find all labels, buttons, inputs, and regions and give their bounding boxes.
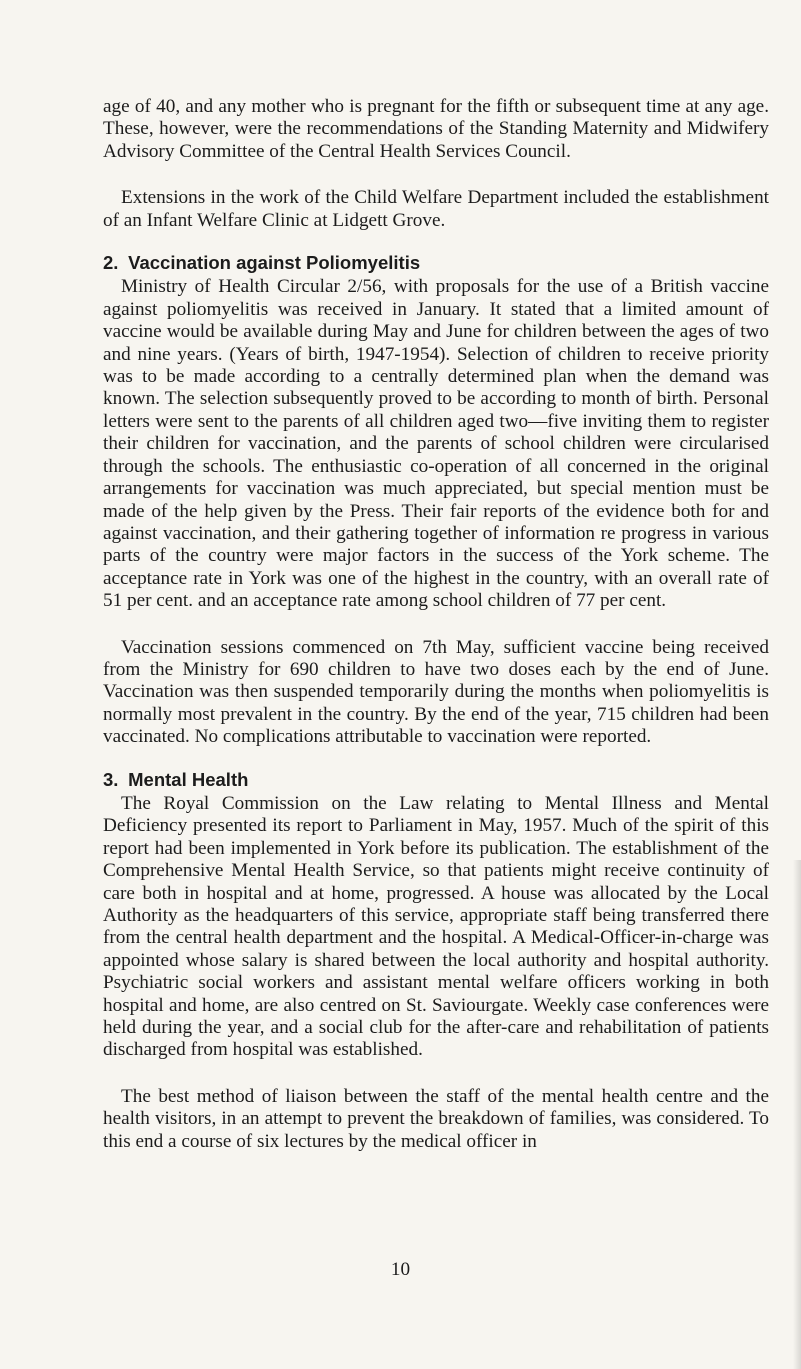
page-content [103, 96, 769, 1153]
intro-paragraph-1: age of 40, and any mother who is pregnant for the fifth or subsequent time at any age. These, however, were the recommendations of the Standing Maternity and Midwifery Advisory Committee of the Central Health Services Council. [103, 96, 769, 162]
page-number: 10 [390, 1259, 411, 1280]
section-number: 3. [103, 768, 119, 790]
mental-health-paragraph-2: The best method of liaison between the staff of the mental health centre and the health visitors, in an attempt to prevent the breakdown of families, was considered. To this end a course of six lectures by the medical officer in [103, 1085, 769, 1152]
section-title: Vaccination against Poliomyelitis [128, 252, 421, 274]
section-title: Mental Health [128, 768, 249, 790]
section-heading-mental-health [103, 769, 769, 791]
section-heading-vaccination [103, 252, 769, 274]
mental-health-paragraph-1: The Royal Commission on the Law relating to Mental Illness and Mental Deficiency presented its report to Parliament in May, 1957. Much of the spirit of this report had been implemented in York before its publication. The establishment of the Comprehensive Mental Health Service, so that patients might receive continuity of care both in hospital and at home, progressed. A house was allocated by the Local Authority as the headquarters of this service, appropriate staff being transferred there from the central health department and the hospital. A Medical-Officer-in-charge was appointed whose salary is shared between the local authority and hospital authority. Psychiatric social workers and assistant mental welfare officers working in both hospital and home, are also centred on St. Saviourgate. Weekly case conferences were held during the year, and a social club for the after-care and rehabilitation of patients discharged from hospital was established. [103, 792, 769, 1061]
vaccination-paragraph-2: Vaccination sessions commenced on 7th May, sufficient vaccine being received from the Ministry for 690 children to have two doses each by the end of June. Vaccination was then suspended temporarily during the months when poliomyelitis is normally most prevalent in the country. By the end of the year, 715 children had been vaccinated. No complications attributable to vaccination were reported. [103, 636, 769, 748]
section-number: 2. [103, 252, 119, 274]
intro-paragraph-2: Extensions in the work of the Child Welfare Department included the establishment of an Infant Welfare Clinic at Lidgett Grove. [103, 187, 769, 231]
page-edge-shadow [793, 860, 801, 1369]
vaccination-paragraph-1: Ministry of Health Circular 2/56, with proposals for the use of a British vaccine against poliomyelitis was received in January. It stated that a limited amount of vaccine would be available during May and June for children between the ages of two and nine years. (Years of birth, 1947-1954). Selection of children to receive priority was to be made according to a centrally determined plan when the demand was known. The selection subsequently proved to be according to month of birth. Personal letters were sent to the parents of all children aged two—five inviting them to register their children for vaccination, and the parents of school children were circularised through the schools. The enthusiastic co-operation of all concerned in the original arrangements for vaccination was much appreciated, but special mention must be made of the help given by the Press. Their fair reports of the evidence both for and against vaccination, and their gathering together of information re progress in various parts of the country were major factors in the success of the York scheme. The acceptance rate in York was one of the highest in the country, with an overall rate of 51 per cent. and an acceptance rate among school children of 77 per cent. [103, 276, 769, 612]
